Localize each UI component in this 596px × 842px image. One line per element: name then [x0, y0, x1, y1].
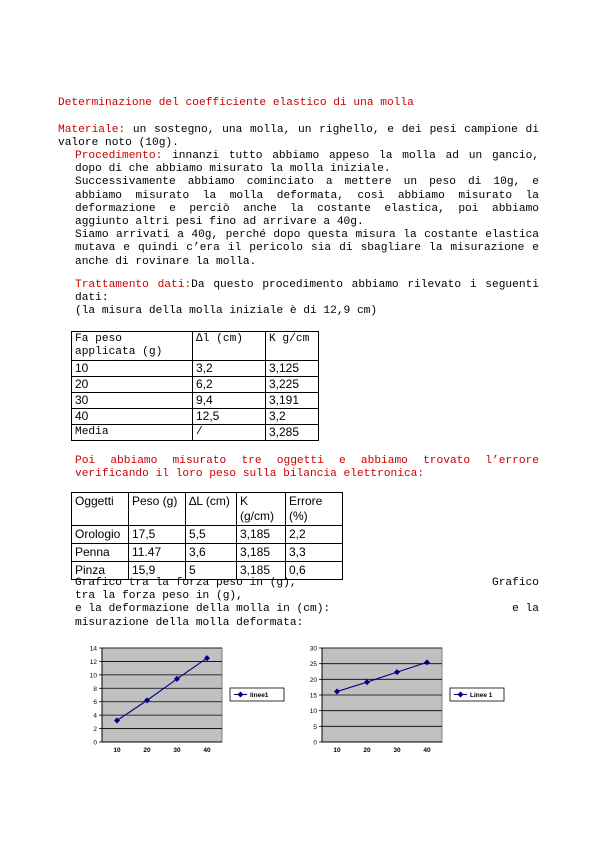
table-cell: 3,2 — [193, 361, 266, 377]
y-tick-label: 15 — [309, 692, 317, 700]
legend-label: linee1 — [250, 692, 269, 699]
y-tick-label: 0 — [93, 739, 97, 747]
table-header-row — [72, 332, 319, 361]
caption-left: e la deformazione della molla in (cm): — [75, 603, 331, 616]
caption-right: Grafico — [492, 577, 539, 589]
caption-line: tra la forza peso in (g), — [75, 590, 243, 603]
caption-right: e la — [512, 603, 539, 616]
table-cell: / — [193, 425, 266, 441]
table-cell: 20 — [72, 377, 193, 393]
table-cell: 2,2 — [286, 526, 343, 544]
table-cell: 0,6 — [286, 562, 343, 580]
y-tick-label: 30 — [309, 645, 317, 653]
table-header-row — [72, 493, 343, 526]
x-tick-label: 10 — [113, 747, 121, 754]
table-row — [72, 409, 319, 425]
trattamento-paragraph — [75, 279, 539, 305]
procedimento-paragraph-2: Successivamente abbiamo cominciato a mettere un peso di 10g, e abbiamo misurato la molla deformata, così abbiamo misurato la deformazione e perciò anche la costante elastica, poi abbiamo aggiunto altri pesi fino ad arrivare a 40g. — [75, 176, 539, 229]
caption-line — [75, 603, 539, 616]
y-tick-label: 20 — [309, 676, 317, 684]
legend-label: Linee 1 — [470, 692, 493, 699]
table-header-cell: Errore (%) — [286, 493, 343, 526]
materiale-label: Materiale: — [58, 124, 126, 136]
table-cell: 3,191 — [266, 393, 319, 409]
materiale-text: un sostegno, una molla, un righello, e dei pesi campione di valore noto (10g). — [58, 124, 539, 150]
y-tick-label: 0 — [313, 739, 317, 747]
x-tick-label: 40 — [423, 747, 431, 754]
table-cell: 3,185 — [237, 562, 286, 580]
procedimento-text-1: innanzi tutto abbiamo appeso la molla ad un gancio, dopo di che abbiamo misurato la molla iniziale. — [75, 150, 539, 176]
objects-table — [71, 492, 343, 580]
procedimento-paragraph-1 — [75, 150, 539, 176]
x-tick-label: 40 — [203, 747, 211, 754]
x-tick-label: 30 — [173, 747, 181, 754]
procedimento-section — [75, 150, 539, 269]
x-tick-label: 20 — [363, 747, 371, 754]
chart-2 — [300, 640, 510, 760]
table-cell: 3,285 — [266, 425, 319, 441]
table-cell: 6,2 — [193, 377, 266, 393]
table-cell: Pinza — [72, 562, 129, 580]
table-cell: 3,185 — [237, 526, 286, 544]
table-header-cell: K (g/cm) — [237, 493, 286, 526]
table-cell: 3,6 — [186, 544, 237, 562]
table-cell: Media — [72, 425, 193, 441]
table-cell: 3,125 — [266, 361, 319, 377]
table-cell: 3,185 — [237, 544, 286, 562]
y-tick-label: 2 — [93, 726, 97, 734]
table-cell: 30 — [72, 393, 193, 409]
y-tick-label: 10 — [309, 708, 317, 716]
y-tick-label: 10 — [89, 672, 97, 680]
table-cell: 5 — [186, 562, 237, 580]
plot-area — [102, 648, 222, 742]
table-row — [72, 526, 343, 544]
trattamento-text: Da questo procedimento abbiamo rilevato i seguenti dati: — [75, 279, 539, 305]
table-cell: 40 — [72, 409, 193, 425]
table-cell: 12,5 — [193, 409, 266, 425]
procedimento-paragraph-3: Siamo arrivati a 40g, perché dopo questa misura la costante elastica mutava e quindi c’era il pericolo sia di sbagliare la misurazione e anche di rovinare la molla. — [75, 229, 539, 268]
y-tick-label: 6 — [93, 699, 97, 707]
y-tick-label: 25 — [309, 661, 317, 669]
trattamento-section — [75, 279, 539, 319]
materiale-paragraph — [58, 124, 539, 150]
table-row — [72, 361, 319, 377]
table-cell: 11.47 — [129, 544, 186, 562]
y-tick-label: 14 — [89, 645, 97, 653]
table-header-cell: Fa peso applicata (g) — [72, 332, 193, 361]
trattamento-note: (la misura della molla iniziale è di 12,9 cm) — [75, 305, 378, 318]
x-tick-label: 10 — [333, 747, 341, 754]
table-row — [72, 425, 319, 441]
x-tick-label: 30 — [393, 747, 401, 754]
table-row — [72, 544, 343, 562]
table-header-cell: Oggetti — [72, 493, 129, 526]
table-header-cell: K g/cm — [266, 332, 319, 361]
chart-captions — [75, 577, 539, 630]
y-tick-label: 8 — [93, 685, 97, 693]
table-cell: Orologio — [72, 526, 129, 544]
table-row — [72, 377, 319, 393]
caption-line: misurazione della molla deformata: — [75, 616, 304, 629]
procedimento-label: Procedimento: — [75, 150, 163, 162]
table-cell: 3,225 — [266, 377, 319, 393]
table-cell: 5,5 — [186, 526, 237, 544]
y-tick-label: 4 — [93, 712, 97, 720]
table-header-cell: ∆l (cm) — [193, 332, 266, 361]
table-cell: Penna — [72, 544, 129, 562]
measurements-table — [71, 331, 319, 441]
y-tick-label: 12 — [89, 658, 97, 666]
table-cell: 9,4 — [193, 393, 266, 409]
caption-line — [75, 577, 539, 590]
table-header-cell: ∆L (cm) — [186, 493, 237, 526]
chart-1 — [80, 640, 290, 760]
table-header-cell: Peso (g) — [129, 493, 186, 526]
y-tick-label: 5 — [313, 723, 317, 731]
oggetti-paragraph: Poi abbiamo misurato tre oggetti e abbiamo trovato l’errore verificando il loro peso sulla bilancia elettronica: — [75, 455, 539, 481]
table-cell: 3,3 — [286, 544, 343, 562]
trattamento-label: Trattamento dati: — [75, 279, 192, 291]
table-cell: 17,5 — [129, 526, 186, 544]
table-cell: 3,2 — [266, 409, 319, 425]
page-title: Determinazione del coefficiente elastico di una molla — [58, 97, 414, 109]
caption-left: Grafico tra la forza peso in (g), — [75, 577, 297, 589]
table-row — [72, 393, 319, 409]
table-cell: 10 — [72, 361, 193, 377]
table-cell: 15,9 — [129, 562, 186, 580]
x-tick-label: 20 — [143, 747, 151, 754]
